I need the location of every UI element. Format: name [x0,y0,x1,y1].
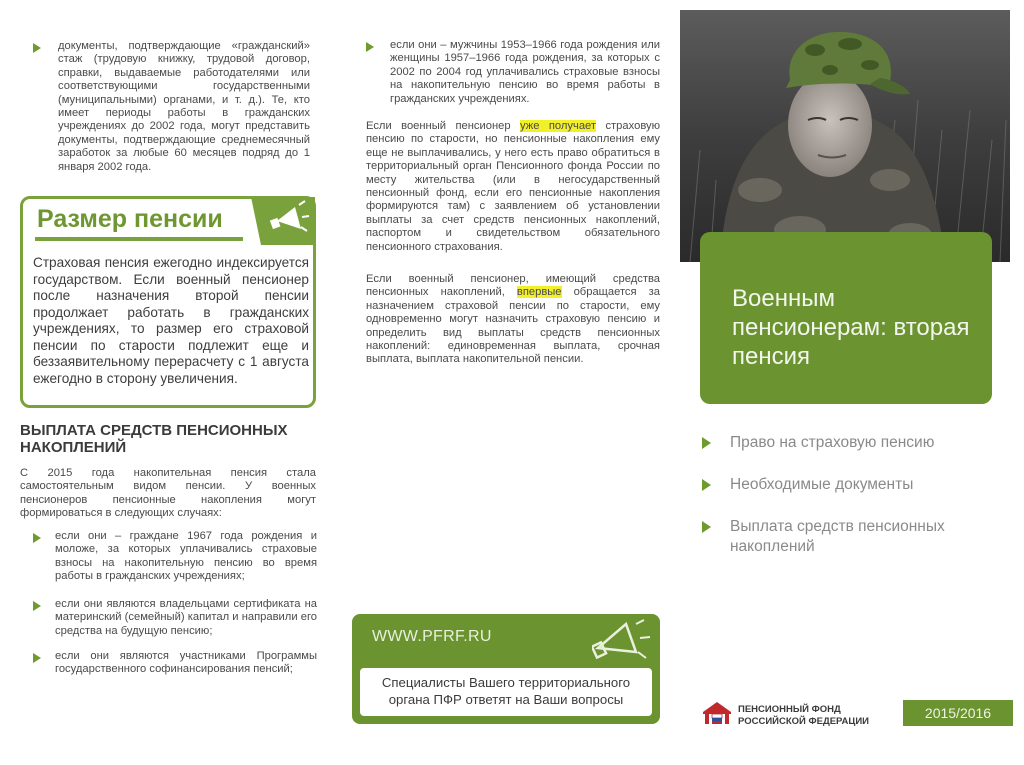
paragraph-text: обращается за назначением страховой пенсии по старости, ему одновременно могут назначить страховую пенсию и определить вид выплаты средств пенсионных накоплений: единовременная выплата, срочная выплата, выплата накопительной пенсии. [366,286,660,366]
pension-size-box [20,196,316,408]
year-text: 2015/2016 [924,705,992,721]
pension-size-title: Размер пенсии [37,205,223,233]
bullet-icon [702,479,711,491]
first-time-paragraph [366,273,660,367]
toc-item: Право на страховую пенсию [730,434,935,451]
bullet-icon [33,601,41,611]
highlight: уже получает [520,120,597,132]
title-underline [35,237,243,241]
org-name [738,704,869,727]
website-link[interactable]: WWW.PFRF.RU [372,628,492,645]
cover-photo [680,10,1010,262]
bullet-icon [33,653,41,663]
list-item: если они являются владельцами сертификата на материнский (семейный) капитал и направили его средства на будущую пенсию; [55,598,317,637]
bullet-icon [33,43,41,53]
cover-title-box [700,232,992,404]
toc-item: Выплата средств пенсионных накоплений [730,518,945,555]
megaphone-icon [251,197,315,245]
contact-text: Специалисты Вашего территориального органа ПФР ответят на Ваши вопросы [381,675,631,707]
list-item: если они являются участниками Программы государственного софинансирования пенсий; [55,650,317,676]
toc-item: Необходимые документы [730,476,914,493]
bullet-icon [366,42,374,52]
paragraph-text: Если военный пенсионер, имеющий средства пенсионных накоплений, [366,273,660,299]
payout-intro: С 2015 года накопительная пенсия стала самостоятельным видом пенсии. У военных пенсионеров пенсионные накопления могут формироваться в следующих случаях: [20,467,316,520]
bullet-icon [702,521,711,533]
paragraph-text: страховую пенсию по старости, но пенсионные накопления ему еще не выплачивались, у него есть право обратиться в территориальный орган Пенсионного фонда России по месту жительства (или в негосударственный пенсионный фонд, если его пенсионные накопления формируются там) с заявлением об установлении выплаты за счет средств пенсионных накоплений, паспортом и свидетельством обязательного пенсионного страхования. [366,120,660,253]
bullet-icon [702,437,711,449]
paragraph-text: Если военный пенсионер [366,120,521,132]
contact-inner [360,668,652,716]
highlight: впервые [516,286,562,299]
photo-illustration [680,10,1010,262]
year-badge [903,700,1013,726]
pfr-logo-icon [700,700,734,728]
payout-heading: ВЫПЛАТА СРЕДСТВ ПЕНСИОННЫХ НАКОПЛЕНИЙ [20,422,288,456]
contact-box [352,614,660,724]
cover-title: Военным пенсионерам: вторая пенсия [732,285,970,370]
org-name-line: ПЕНСИОННЫЙ ФОНД [738,704,841,715]
already-receiving-paragraph [366,120,660,254]
list-item: если они – мужчины 1953–1966 года рождения или женщины 1957–1966 года рождения, за которых с 2002 по 2004 год уплачивались страховые взносы на накопительную пенсию во время работы в гражданских учреждениях. [390,39,660,105]
bullet-icon [33,533,41,543]
megaphone-icon [592,618,652,666]
org-name-line: РОССИЙСКОЙ ФЕДЕРАЦИИ [738,715,870,727]
pension-size-text: Страховая пенсия ежегодно индексируется государством. Если военный пенсионер после назначения второй пенсии продолжает работать в гражданских учреждениях, то размер его страховой пенсии по старости подлежит еще и беззаявительному перерасчету с 1 августа ежегодно в сторону увеличения. [33,255,309,386]
list-item: если они – граждане 1967 года рождения и моложе, за которых уплачивались страховые взносы на накопительную пенсию во время работы в гражданских учреждениях; [55,530,317,583]
documents-paragraph: документы, подтверждающие «гражданский» стаж (трудовую книжку, трудовой договор, справки, выдаваемые работодателями или соответствующими государственными (муниципальными) органами, и т. д.). Те, кто имеет периоды работы в гражданских учреждениях до 2002 года, могут представить документы, подтверждающие среднемесячный заработок за любые 60 месяцев подряд до 1 января 2002 года. [58,40,310,173]
